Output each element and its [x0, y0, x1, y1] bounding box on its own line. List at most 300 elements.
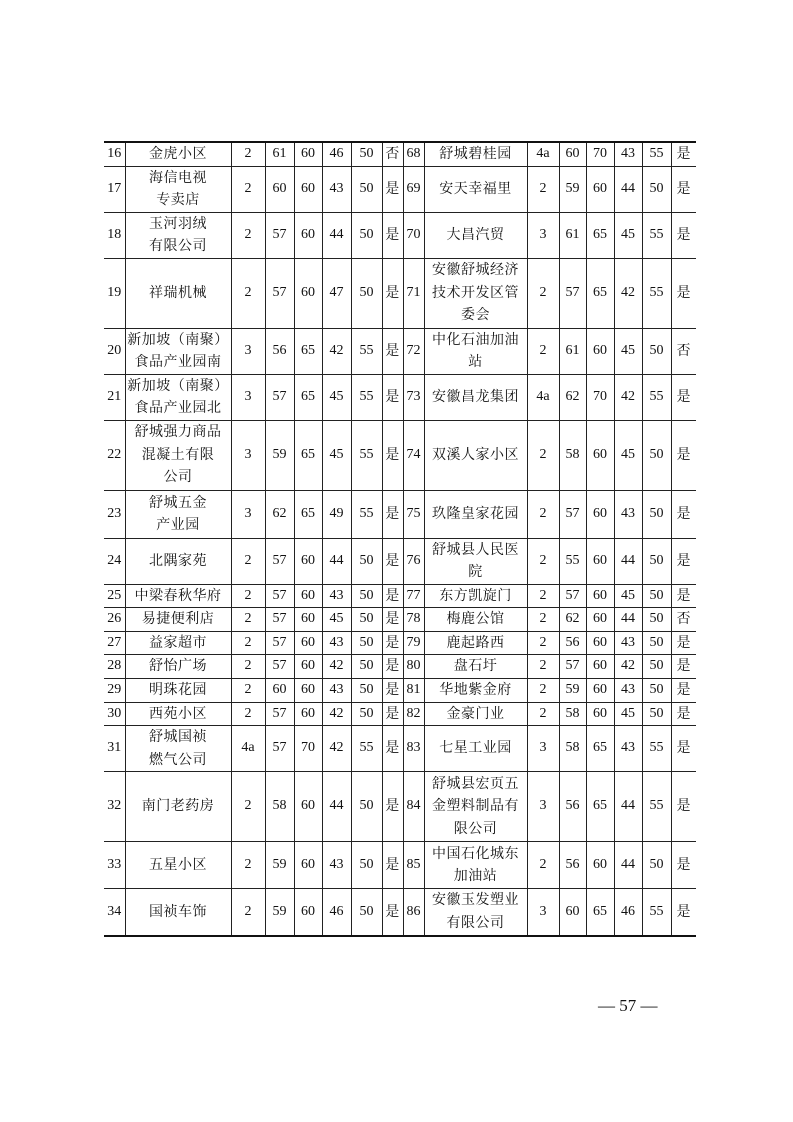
point-name-cell — [125, 374, 231, 420]
point-id-cell: 30 — [104, 702, 125, 726]
compliance-cell: 是 — [671, 490, 696, 538]
value-cell-c2: 57 — [265, 726, 294, 772]
value-cell-c5: 55 — [642, 772, 671, 842]
point-name-cell — [424, 328, 527, 374]
point-id-cell: 69 — [403, 166, 424, 212]
value-cell-c1: 2 — [231, 679, 265, 703]
point-name-cell — [424, 142, 527, 166]
point-name-cell — [424, 374, 527, 420]
point-name-line: 安徽舒城经济 — [432, 262, 519, 279]
value-cell-c4: 45 — [614, 584, 642, 608]
value-cell-c2: 55 — [559, 538, 586, 584]
value-cell-c1: 4a — [527, 374, 559, 420]
value-cell-c2: 58 — [559, 420, 586, 490]
point-name-line: 中化石油加油 — [432, 331, 519, 348]
value-cell-c5: 50 — [642, 166, 671, 212]
table-body — [104, 142, 696, 936]
table-row — [104, 166, 696, 212]
point-id-cell: 83 — [403, 726, 424, 772]
value-cell-c3: 60 — [586, 584, 614, 608]
point-name-line: 易捷便利店 — [141, 611, 215, 627]
point-name-line: 七星工业园 — [439, 740, 512, 757]
point-id-cell: 18 — [104, 212, 125, 258]
value-cell-c3: 65 — [294, 420, 322, 490]
value-cell-c5: 50 — [642, 608, 671, 632]
value-cell-c2: 61 — [265, 142, 294, 166]
table-row — [104, 679, 696, 703]
value-cell-c1: 2 — [231, 584, 265, 608]
compliance-cell: 是 — [671, 538, 696, 584]
value-cell-c4: 43 — [322, 842, 351, 889]
value-cell-c3: 65 — [586, 889, 614, 936]
table-row — [104, 258, 696, 328]
value-cell-c2: 57 — [265, 258, 294, 328]
point-name-line: 明珠花园 — [149, 682, 207, 698]
value-cell-c4: 44 — [322, 772, 351, 842]
point-id-cell: 32 — [104, 772, 125, 842]
value-cell-c1: 2 — [231, 258, 265, 328]
value-cell-c2: 57 — [265, 631, 294, 655]
value-cell-c1: 2 — [527, 490, 559, 538]
compliance-cell: 是 — [671, 772, 696, 842]
value-cell-c2: 56 — [265, 328, 294, 374]
point-id-cell: 25 — [104, 584, 125, 608]
value-cell-c5: 55 — [642, 374, 671, 420]
value-cell-c1: 2 — [527, 328, 559, 374]
point-id-cell: 72 — [403, 328, 424, 374]
value-cell-c3: 60 — [586, 490, 614, 538]
compliance-cell: 是 — [382, 889, 403, 936]
value-cell-c2: 57 — [265, 655, 294, 679]
compliance-cell: 是 — [382, 166, 403, 212]
value-cell-c3: 60 — [586, 842, 614, 889]
point-name-cell — [125, 631, 231, 655]
point-name-line: 盘石圩 — [453, 658, 498, 675]
value-cell-c5: 55 — [351, 490, 382, 538]
value-cell-c2: 56 — [559, 772, 586, 842]
value-cell-c3: 60 — [294, 584, 322, 608]
value-cell-c2: 59 — [559, 679, 586, 703]
value-cell-c4: 45 — [322, 374, 351, 420]
value-cell-c2: 62 — [559, 374, 586, 420]
point-name-cell — [424, 608, 527, 632]
point-id-cell: 86 — [403, 889, 424, 936]
table-row — [104, 328, 696, 374]
point-name-line: 中国石化城东 — [432, 845, 519, 862]
point-name-cell — [125, 166, 231, 212]
value-cell-c5: 50 — [351, 655, 382, 679]
value-cell-c4: 45 — [614, 420, 642, 490]
point-name-line: 舒城碧桂园 — [439, 146, 512, 162]
compliance-cell: 是 — [382, 842, 403, 889]
value-cell-c4: 44 — [614, 538, 642, 584]
table-row — [104, 889, 696, 936]
compliance-cell: 是 — [382, 538, 403, 584]
point-name-line: 玖隆皇家花园 — [432, 505, 519, 522]
value-cell-c4: 43 — [614, 726, 642, 772]
point-name-line: 院 — [468, 564, 483, 580]
value-cell-c4: 42 — [614, 655, 642, 679]
point-id-cell: 26 — [104, 608, 125, 632]
table-row — [104, 212, 696, 258]
value-cell-c3: 60 — [294, 538, 322, 584]
value-cell-c4: 45 — [322, 420, 351, 490]
value-cell-c5: 50 — [642, 631, 671, 655]
value-cell-c4: 46 — [322, 142, 351, 166]
point-name-line: 舒城五金 — [149, 494, 207, 511]
point-id-cell: 76 — [403, 538, 424, 584]
value-cell-c1: 2 — [231, 608, 265, 632]
value-cell-c1: 3 — [527, 772, 559, 842]
value-cell-c1: 2 — [527, 258, 559, 328]
value-cell-c4: 45 — [614, 212, 642, 258]
point-name-cell — [125, 655, 231, 679]
value-cell-c1: 2 — [527, 538, 559, 584]
point-name-line: 大昌汽贸 — [446, 226, 505, 243]
value-cell-c5: 50 — [351, 166, 382, 212]
compliance-cell: 是 — [382, 374, 403, 420]
value-cell-c5: 50 — [642, 702, 671, 726]
value-cell-c2: 59 — [265, 420, 294, 490]
compliance-cell: 是 — [671, 679, 696, 703]
value-cell-c3: 60 — [586, 420, 614, 490]
point-name-cell — [125, 142, 231, 166]
point-name-line: 混凝土有限 — [141, 446, 215, 463]
compliance-cell: 否 — [382, 142, 403, 166]
value-cell-c4: 43 — [322, 584, 351, 608]
value-cell-c1: 3 — [231, 420, 265, 490]
table-row — [104, 655, 696, 679]
point-name-line: 安徽昌龙集团 — [432, 388, 519, 405]
point-name-line: 鹿起路西 — [446, 634, 505, 651]
value-cell-c1: 2 — [231, 655, 265, 679]
value-cell-c5: 50 — [351, 142, 382, 166]
value-cell-c5: 50 — [642, 328, 671, 374]
compliance-cell: 是 — [382, 490, 403, 538]
value-cell-c3: 60 — [294, 212, 322, 258]
point-name-line: 限公司 — [453, 820, 498, 837]
value-cell-c1: 2 — [527, 166, 559, 212]
table-row — [104, 420, 696, 490]
point-name-line: 北隅家苑 — [149, 552, 207, 569]
value-cell-c3: 65 — [294, 328, 322, 374]
point-name-cell — [424, 726, 527, 772]
compliance-cell: 是 — [671, 726, 696, 772]
point-name-line: 玉河羽绒 — [149, 215, 207, 232]
value-cell-c1: 3 — [231, 490, 265, 538]
point-id-cell: 20 — [104, 328, 125, 374]
value-cell-c4: 42 — [322, 655, 351, 679]
value-cell-c3: 60 — [586, 328, 614, 374]
point-name-cell — [125, 772, 231, 842]
value-cell-c5: 50 — [642, 490, 671, 538]
value-cell-c4: 45 — [614, 328, 642, 374]
point-id-cell: 68 — [403, 142, 424, 166]
value-cell-c5: 50 — [642, 679, 671, 703]
value-cell-c1: 3 — [231, 374, 265, 420]
value-cell-c4: 44 — [322, 212, 351, 258]
compliance-cell: 是 — [671, 142, 696, 166]
monitoring-results-table — [104, 141, 696, 937]
value-cell-c2: 60 — [559, 889, 586, 936]
point-name-cell — [424, 258, 527, 328]
value-cell-c3: 65 — [586, 258, 614, 328]
point-name-line: 有限公司 — [149, 238, 207, 254]
value-cell-c2: 60 — [559, 142, 586, 166]
point-name-cell — [125, 608, 231, 632]
value-cell-c1: 4a — [231, 726, 265, 772]
value-cell-c3: 60 — [294, 702, 322, 726]
value-cell-c2: 59 — [559, 166, 586, 212]
point-id-cell: 70 — [403, 212, 424, 258]
value-cell-c4: 47 — [322, 258, 351, 328]
value-cell-c4: 44 — [614, 842, 642, 889]
value-cell-c1: 2 — [231, 142, 265, 166]
point-name-line: 金豪门业 — [446, 705, 505, 722]
point-id-cell: 85 — [403, 842, 424, 889]
point-id-cell: 33 — [104, 842, 125, 889]
value-cell-c4: 45 — [614, 702, 642, 726]
point-name-cell — [424, 679, 527, 703]
value-cell-c4: 44 — [614, 166, 642, 212]
value-cell-c3: 60 — [586, 679, 614, 703]
point-name-cell — [424, 889, 527, 936]
point-name-cell — [424, 420, 527, 490]
value-cell-c1: 2 — [527, 608, 559, 632]
value-cell-c5: 50 — [351, 608, 382, 632]
point-name-line: 委会 — [461, 307, 490, 324]
value-cell-c1: 2 — [231, 212, 265, 258]
point-id-cell: 24 — [104, 538, 125, 584]
value-cell-c5: 55 — [351, 420, 382, 490]
compliance-cell: 是 — [671, 584, 696, 608]
table-row — [104, 702, 696, 726]
point-name-line: 国祯车饰 — [149, 903, 207, 920]
value-cell-c2: 60 — [265, 679, 294, 703]
compliance-cell: 是 — [382, 420, 403, 490]
value-cell-c5: 50 — [351, 702, 382, 726]
point-name-cell — [424, 772, 527, 842]
page-number: — 57 — — [598, 996, 658, 1015]
compliance-cell: 是 — [382, 702, 403, 726]
value-cell-c1: 2 — [527, 420, 559, 490]
value-cell-c2: 57 — [265, 608, 294, 632]
point-id-cell: 34 — [104, 889, 125, 936]
value-cell-c2: 57 — [559, 490, 586, 538]
point-name-line: 华地紫金府 — [439, 682, 512, 698]
value-cell-c3: 60 — [294, 608, 322, 632]
value-cell-c5: 55 — [642, 889, 671, 936]
point-name-cell — [125, 889, 231, 936]
table-row — [104, 584, 696, 608]
value-cell-c5: 50 — [351, 538, 382, 584]
point-id-cell: 28 — [104, 655, 125, 679]
value-cell-c3: 60 — [294, 631, 322, 655]
value-cell-c1: 2 — [527, 631, 559, 655]
value-cell-c1: 2 — [527, 702, 559, 726]
point-id-cell: 79 — [403, 631, 424, 655]
point-id-cell: 27 — [104, 631, 125, 655]
value-cell-c3: 60 — [294, 166, 322, 212]
point-id-cell: 84 — [403, 772, 424, 842]
table-row — [104, 608, 696, 632]
value-cell-c2: 62 — [559, 608, 586, 632]
point-name-line: 公司 — [163, 469, 193, 486]
point-name-line: 食品产业园南 — [134, 354, 222, 370]
value-cell-c5: 55 — [642, 212, 671, 258]
value-cell-c2: 61 — [559, 328, 586, 374]
point-name-line: 金虎小区 — [149, 146, 207, 162]
value-cell-c2: 62 — [265, 490, 294, 538]
value-cell-c3: 60 — [586, 166, 614, 212]
value-cell-c4: 42 — [614, 374, 642, 420]
point-name-line: 双溪人家小区 — [432, 446, 519, 463]
value-cell-c4: 44 — [614, 608, 642, 632]
value-cell-c4: 43 — [614, 142, 642, 166]
compliance-cell: 是 — [382, 258, 403, 328]
point-id-cell: 74 — [403, 420, 424, 490]
compliance-cell: 是 — [671, 655, 696, 679]
point-name-cell — [125, 842, 231, 889]
compliance-cell: 是 — [671, 631, 696, 655]
value-cell-c2: 57 — [559, 258, 586, 328]
value-cell-c5: 50 — [351, 584, 382, 608]
point-name-cell — [424, 166, 527, 212]
point-name-cell — [125, 328, 231, 374]
compliance-cell: 是 — [382, 772, 403, 842]
value-cell-c3: 60 — [294, 889, 322, 936]
point-name-cell — [125, 490, 231, 538]
point-name-cell — [424, 702, 527, 726]
point-name-cell — [424, 631, 527, 655]
point-name-cell — [125, 258, 231, 328]
value-cell-c5: 50 — [351, 258, 382, 328]
compliance-cell: 是 — [382, 655, 403, 679]
point-name-cell — [125, 679, 231, 703]
point-name-cell — [424, 584, 527, 608]
compliance-cell: 是 — [382, 212, 403, 258]
value-cell-c4: 44 — [614, 772, 642, 842]
point-id-cell: 21 — [104, 374, 125, 420]
value-cell-c2: 60 — [265, 166, 294, 212]
value-cell-c4: 43 — [614, 631, 642, 655]
value-cell-c4: 43 — [614, 490, 642, 538]
value-cell-c4: 43 — [322, 631, 351, 655]
value-cell-c1: 2 — [231, 889, 265, 936]
value-cell-c2: 59 — [265, 842, 294, 889]
table-row — [104, 142, 696, 166]
table-row — [104, 631, 696, 655]
value-cell-c3: 60 — [294, 772, 322, 842]
value-cell-c1: 3 — [527, 889, 559, 936]
point-name-line: 舒怡广场 — [149, 658, 207, 675]
value-cell-c3: 60 — [586, 702, 614, 726]
value-cell-c2: 57 — [559, 655, 586, 679]
point-name-line: 舒城国祯 — [149, 729, 207, 745]
value-cell-c1: 2 — [231, 702, 265, 726]
value-cell-c1: 2 — [231, 772, 265, 842]
value-cell-c3: 70 — [294, 726, 322, 772]
value-cell-c2: 57 — [265, 702, 294, 726]
compliance-cell: 是 — [671, 374, 696, 420]
value-cell-c3: 65 — [586, 212, 614, 258]
value-cell-c2: 56 — [559, 631, 586, 655]
point-name-line: 舒城强力商品 — [134, 424, 222, 441]
value-cell-c1: 2 — [231, 842, 265, 889]
point-name-line: 安天幸福里 — [439, 180, 512, 197]
point-name-cell — [125, 420, 231, 490]
value-cell-c4: 44 — [322, 538, 351, 584]
value-cell-c5: 55 — [642, 142, 671, 166]
point-name-line: 技术开发区管 — [432, 284, 519, 301]
point-id-cell: 29 — [104, 679, 125, 703]
point-name-line: 益家超市 — [149, 634, 207, 651]
point-name-line: 舒城县宏页五 — [432, 775, 519, 792]
point-name-line: 食品产业园北 — [134, 400, 222, 416]
point-name-line: 新加坡（南聚） — [127, 331, 229, 348]
value-cell-c2: 56 — [559, 842, 586, 889]
value-cell-c1: 2 — [231, 538, 265, 584]
table-row — [104, 374, 696, 420]
value-cell-c4: 49 — [322, 490, 351, 538]
value-cell-c2: 59 — [265, 889, 294, 936]
compliance-cell: 否 — [671, 328, 696, 374]
value-cell-c3: 65 — [294, 374, 322, 420]
point-id-cell: 77 — [403, 584, 424, 608]
point-name-cell — [125, 702, 231, 726]
value-cell-c1: 2 — [527, 655, 559, 679]
point-name-line: 南门老药房 — [141, 798, 215, 815]
value-cell-c1: 3 — [231, 328, 265, 374]
point-name-cell — [424, 538, 527, 584]
value-cell-c3: 60 — [586, 538, 614, 584]
point-id-cell: 19 — [104, 258, 125, 328]
point-name-line: 梅鹿公馆 — [446, 611, 505, 627]
table-row — [104, 538, 696, 584]
point-id-cell: 22 — [104, 420, 125, 490]
value-cell-c3: 60 — [586, 608, 614, 632]
value-cell-c1: 2 — [527, 584, 559, 608]
value-cell-c5: 50 — [642, 584, 671, 608]
value-cell-c3: 65 — [586, 726, 614, 772]
value-cell-c5: 50 — [351, 631, 382, 655]
point-id-cell: 78 — [403, 608, 424, 632]
value-cell-c2: 57 — [265, 584, 294, 608]
point-name-line: 海信电视 — [149, 169, 207, 186]
point-name-cell — [424, 655, 527, 679]
point-name-line: 专卖店 — [156, 192, 200, 208]
point-name-line: 有限公司 — [446, 914, 505, 931]
value-cell-c3: 60 — [294, 655, 322, 679]
value-cell-c2: 57 — [265, 374, 294, 420]
point-id-cell: 80 — [403, 655, 424, 679]
compliance-cell: 是 — [671, 212, 696, 258]
value-cell-c2: 57 — [265, 538, 294, 584]
point-name-cell — [424, 212, 527, 258]
point-name-line: 五星小区 — [149, 856, 207, 873]
point-id-cell: 73 — [403, 374, 424, 420]
point-id-cell: 17 — [104, 166, 125, 212]
point-name-line: 新加坡（南聚） — [127, 377, 229, 394]
value-cell-c3: 70 — [586, 374, 614, 420]
point-id-cell: 16 — [104, 142, 125, 166]
value-cell-c5: 50 — [351, 889, 382, 936]
value-cell-c1: 4a — [527, 142, 559, 166]
point-name-line: 西苑小区 — [149, 705, 207, 722]
value-cell-c3: 60 — [294, 842, 322, 889]
value-cell-c5: 50 — [642, 420, 671, 490]
compliance-cell: 是 — [382, 328, 403, 374]
